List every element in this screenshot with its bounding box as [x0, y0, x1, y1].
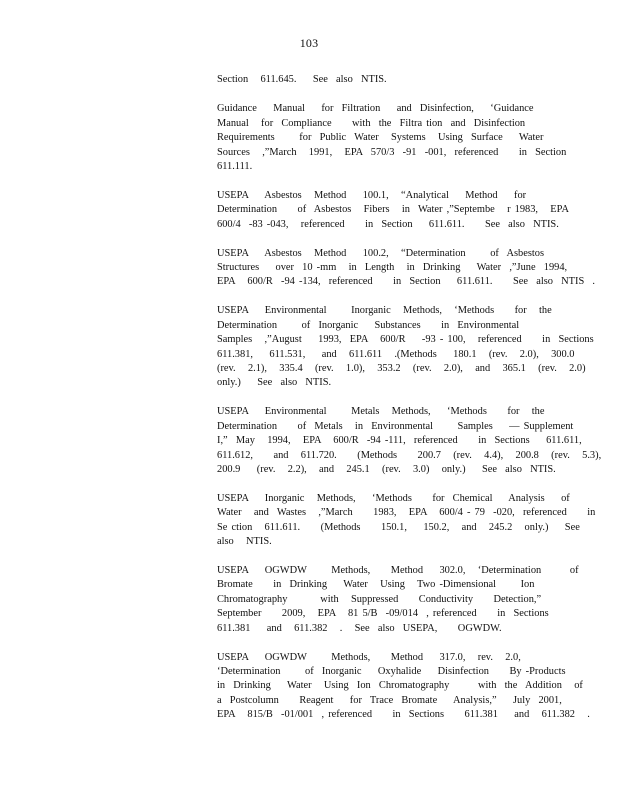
- entry-line: Determination of Inorganic Substances in Environmental: [217, 319, 520, 331]
- entry-line: 611.612, and 611.720. (Methods 200.7 (rev. 4.4), 200.8 (rev. 5.3),: [217, 449, 602, 461]
- page-number: 103: [299, 36, 319, 50]
- entry-line: ‘Determination of Inorganic Oxyhalide Disinfection By -Products: [217, 665, 566, 677]
- entry-line: Water and Wastes ,”March 1983, EPA 600/4 - 79 -020, referenced in: [217, 507, 596, 519]
- reference-entry-asbestos-100-2: [217, 247, 596, 290]
- reference-entry-ogwdw-317: [217, 651, 590, 723]
- entry-line: September 2009, EPA 81 5/B -09/014 , referenced in Sections: [217, 608, 549, 620]
- reference-entry-inorganic-methods: [217, 492, 596, 550]
- entry-line: USEPA Environmental Metals Methods, ‘Methods for the: [217, 406, 545, 418]
- entry-line: Chromatography with Suppressed Conductivity Detection,”: [217, 593, 542, 605]
- entry-line: 611.111.: [217, 161, 253, 173]
- entry-line: USEPA Inorganic Methods, ‘Methods for Chemical Analysis of: [217, 492, 570, 504]
- entry-line: EPA 815/B -01/001 , referenced in Sections 611.381 and 611.382 .: [217, 709, 590, 721]
- entry-line: only.) See also NTIS.: [217, 377, 332, 389]
- reference-entry-section-611-645: [217, 73, 545, 87]
- entry-line: Guidance Manual for Filtration and Disinfection, ‘Guidance: [217, 103, 534, 115]
- entry-line: Determination of Asbestos Fibers in Water ,”Septembe r 1983, EPA: [217, 204, 569, 216]
- entry-line: Manual for Compliance with the Filtra tion and Disinfection: [217, 117, 526, 129]
- entry-line: USEPA OGWDW Methods, Method 317.0, rev. 2.0,: [217, 651, 521, 663]
- entry-line: (rev. 2.1), 335.4 (rev. 1.0), 353.2 (rev. 2.0), and 365.1 (rev. 2.0): [217, 363, 586, 374]
- entry-line: USEPA Asbestos Method 100.2, “Determination of Asbestos: [217, 247, 545, 259]
- entry-line: Se ction 611.611. (Methods 150.1, 150.2, and 245.2 only.) See: [217, 521, 580, 533]
- entry-line: 611.381, 611.531, and 611.611 .(Methods 180.1 (rev. 2.0), 300.0: [217, 348, 575, 360]
- entry-line: a Postcolumn Reagent for Trace Bromate Analysis,” July 2001,: [217, 694, 562, 706]
- entry-line: Section 611.645. See also NTIS.: [217, 74, 387, 85]
- entry-line: Samples ,”August 1993, EPA 600/R -93 - 100, referenced in Sections: [217, 334, 594, 346]
- entry-line: I,” May 1994, EPA 600/R -94 -111, referenced in Sections 611.611,: [217, 435, 582, 447]
- entry-line: Determination of Metals in Environmental Samples — Supplement: [217, 420, 574, 432]
- entry-line: USEPA Environmental Inorganic Methods, ‘Methods for the: [217, 305, 552, 317]
- entry-line: Structures over 10 -mm in Length in Drinking Water ,”June 1994,: [217, 262, 568, 274]
- reference-entry-environmental-metals: [217, 405, 602, 477]
- reference-entry-ogwdw-302: [217, 564, 579, 636]
- entry-line: 600/4 -83 -043, referenced in Section 611.611. See also NTIS.: [217, 218, 559, 230]
- entry-line: USEPA Asbestos Method 100.1, “Analytical Method for: [217, 189, 527, 201]
- reference-entry-asbestos-100-1: [217, 189, 569, 232]
- entry-line: 200.9 (rev. 2.2), and 245.1 (rev. 3.0) only.) See also NTIS.: [217, 463, 556, 475]
- entry-line: USEPA OGWDW Methods, Method 302.0, ‘Determination of: [217, 564, 579, 576]
- entry-line: Bromate in Drinking Water Using Two -Dimensional Ion: [217, 579, 535, 591]
- entry-line: 611.381 and 611.382 . See also USEPA, OGWDW.: [217, 622, 502, 634]
- reference-entry-guidance-manual: [217, 102, 567, 174]
- entry-line: EPA 600/R -94 -134, referenced in Section 611.611. See also NTIS .: [217, 276, 596, 288]
- entry-line: also NTIS.: [217, 536, 272, 548]
- entry-line: Sources ,”March 1991, EPA 570/3 -91 -001, referenced in Section: [217, 146, 567, 158]
- entry-line: in Drinking Water Using Ion Chromatography with the Addition of: [217, 680, 583, 692]
- entry-line: Requirements for Public Water Systems Using Surface Water: [217, 132, 544, 144]
- reference-entry-environmental-inorganic: [217, 304, 594, 390]
- reference-list: [217, 73, 602, 737]
